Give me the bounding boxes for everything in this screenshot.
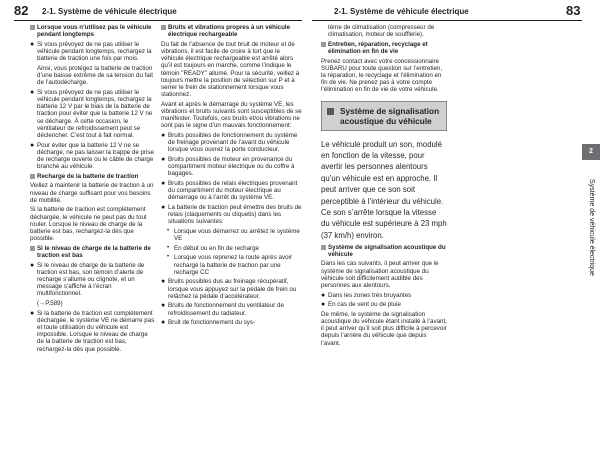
paragraph: Prenez contact avec votre concessionnaire SUBARU pour toute question sur l’entretien, la réparation, le recyclage et l’élimination en fin de vie. Ne prenez pas à votre compte l’élimination en fin de vie de votre véhicule. <box>321 57 443 94</box>
sub-bullet-item <box>161 254 302 276</box>
subheading-text: Entretien, réparation, recyclage et élimination en fin de vie <box>328 40 428 55</box>
page-reference: (→P.589) <box>37 300 63 308</box>
section-heading-box <box>321 101 447 131</box>
bullet-dot-icon: ● <box>161 302 166 310</box>
chapter-tab-text: Système de véhicule électrique <box>587 178 595 276</box>
bullet-item <box>30 41 155 63</box>
bullet-dot-icon: ● <box>30 40 35 48</box>
bullet-dot-icon: ● <box>30 141 35 149</box>
bullet-text: Si vous prévoyez de ne pas utiliser le véhicule pendant longtemps, rechargez la batterie de traction une fois par mois. <box>37 40 152 63</box>
paragraph: Du fait de l’absence de tout bruit de moteur et de vibrations, il est facile de croire à tort que le véhicule électrique rechargeable est arrêté alors qu’il est toujours en marche, comme l’indique le témoin "READY" allumé. Pour la sécurité, veillez à toujours mettre la position de sélection sur P et à serrer le frein de stationnement lorsque vous stationnez. <box>161 40 300 99</box>
bullet-text: Bruit de fonctionnement du sys- <box>168 319 256 327</box>
sub-bullet-text: En début ou en fin de recharge <box>174 244 259 252</box>
bullet-text: Bruits possibles de fonctionnement du système de freinage provenant de l’avant du véhicule lorsque vous ouvrez la porte conducteur. <box>168 132 298 154</box>
bullet-circle-icon: • <box>167 254 170 261</box>
paragraph: Veillez à maintenir la batterie de traction à un niveau de charge suffisant pour vos besoins de mobilité. <box>30 182 154 204</box>
bullet-item <box>321 301 447 308</box>
bullet-circle-icon: • <box>167 228 170 235</box>
subheading <box>30 24 155 38</box>
subheading-text: Recharge de la batterie de traction <box>37 172 139 180</box>
intro-paragraph: Le véhicule produit un son, modulé en fonction de la vitesse, pour avertir les personnes alentours qu’un véhicule est en approche. Il peut arriver que ce son soit perceptible à l’intérieur du véhicule. Ce son s’arrête lorsque la vitesse du véhicule est supérieure à 23 mph (37 km/h) environ. <box>321 139 447 240</box>
bullet-item <box>161 156 302 178</box>
header-rule-left <box>14 20 302 21</box>
bullet-text: Bruits possibles de relais électriques provenant du compartiment du moteur électrique au démarrage ou à l’arrêt du système VE. <box>168 180 298 202</box>
paragraph: De même, le système de signalisation acoustique du véhicule étant installé à l’avant, il peut arriver qu’il soit plus difficile à percevoir depuis l’arrière du véhicule que depuis l’avant. <box>321 310 447 347</box>
bullet-dot-icon: ● <box>321 301 326 309</box>
heading-marker-icon <box>327 108 334 115</box>
bullet-dot-icon: ● <box>30 88 35 96</box>
subheading <box>161 24 302 38</box>
subheading <box>30 245 155 259</box>
bullet-text: Si le niveau de charge de la batterie de traction est bas, son témoin d’alerte de recharge s’allume ou clignote, et un message s’affiche à l’écran multifonctionnel. <box>37 261 145 298</box>
paragraph: Avant et après le démarrage du système VE, les vibrations et bruits suivants sont susceptibles de se manifester. Toutefois, ces bruits et/ou vibrations ne sont pas le signe d’un mauvais fonctionnement: <box>161 100 302 130</box>
bullet-item <box>30 142 155 171</box>
gray-square-icon <box>30 25 35 30</box>
gray-square-icon <box>30 246 35 251</box>
subheading-text: Système de signalisation acoustique du véhicule <box>328 243 446 258</box>
bullet-text: Si vous prévoyez de ne pas utiliser le véhicule pendant longtemps, rechargez la batterie 12 V par le biais de la batterie de traction pour éviter que la batterie 12 V ne se décharge. À cette occasion, le ventilateur de refroidissement peut se déclencher. C’est tout à fait normal. <box>37 88 153 140</box>
bullet-text: Bruits possibles dus au freinage récupératif, lorsque vous appuyez sur la pédale de frein ou relâchez la pédale d’accélérateur. <box>168 278 297 300</box>
subheading <box>30 173 155 180</box>
bullet-text: La batterie de traction peut émettre des bruits de relais (claquements ou cliquetis) dans les situations suivantes: <box>168 204 302 226</box>
bullet-item <box>161 278 302 300</box>
bullet-dot-icon: ● <box>321 291 326 299</box>
bullet-dot-icon: ● <box>161 204 166 212</box>
bullet-item <box>161 302 302 316</box>
sub-bullet-text: Lorsque vous reprenez la route après avoir rechargé la batterie de traction par une recharge CC <box>174 254 292 276</box>
subheading <box>321 244 447 258</box>
bullet-dot-icon: ● <box>161 278 166 286</box>
page-number-right: 83 <box>566 3 581 18</box>
gray-square-icon <box>30 174 35 179</box>
bullet-dot-icon: ● <box>161 156 166 164</box>
column-2 <box>161 24 302 329</box>
bullet-item <box>161 132 302 154</box>
bullet-text: Si la batterie de traction est complètement déchargée, le système VE ne démarre pas et toute utilisation du véhicule est impossible. Lorsque le niveau de charge de la batterie de traction est bas, rechargez-la dès que possible. <box>37 309 155 353</box>
bullet-item <box>161 204 302 226</box>
column-1 <box>30 24 155 355</box>
chapter-tab-number: 2 <box>582 144 600 160</box>
column-3 <box>321 24 447 349</box>
gray-square-icon <box>321 42 326 47</box>
bullet-text: Bruits possibles de moteur en provenance du compartiment moteur électrique ou du coffre à bagages. <box>168 156 295 178</box>
bullet-dot-icon: ● <box>161 180 166 188</box>
sub-bullet-text: Lorsque vous démarrez ou arrêtez le système VE <box>174 228 300 243</box>
bullet-item <box>321 292 447 299</box>
chapter-tab-label <box>583 163 599 291</box>
section-heading-text: Système de signalisation acoustique du véhicule <box>340 105 440 126</box>
bullet-item <box>30 310 155 353</box>
section-title-right: 2-1. Système de véhicule électrique <box>334 7 469 16</box>
paragraph: Dans les cas suivants, il peut arriver que le système de signalisation acoustique du véhicule soit difficilement audible des personnes aux alentours. <box>321 260 439 290</box>
bullet-text: Dans les zones très bruyantes <box>328 291 412 299</box>
bullet-text: Bruits de fonctionnement du ventilateur de refroidissement du radiateur. <box>168 302 284 317</box>
bullet-text: Pour éviter que la batterie 12 V ne se décharge, ne pas laisser la trappe de prise de recharge ouverte ou le câble de charge branché au véhicule. <box>37 141 154 171</box>
subheading-text: Bruits et vibrations propres à un véhicule électrique rechargeable <box>168 24 291 39</box>
header-rule-right <box>312 20 582 21</box>
section-title-left: 2-1. Système de véhicule électrique <box>42 7 177 16</box>
bullet-item <box>30 262 155 298</box>
sub-bullet-item <box>161 228 302 242</box>
subheading-text: Lorsque vous n’utilisez pas le véhicule pendant longtemps <box>37 24 152 39</box>
bullet-item <box>161 180 302 202</box>
bullet-dot-icon: ● <box>30 309 35 317</box>
bullet-text: En cas de vent ou de pluie <box>328 301 401 309</box>
paragraph: tème de climatisation (compresseur de climatisation, moteur de soufflerie). <box>328 24 435 39</box>
paragraph: Si la batterie de traction est complètement déchargée, le véhicule ne peut pas du tout rouler. Lorsque le niveau de charge de la batterie est bas, rechargez-la dès que possible. <box>30 206 147 243</box>
sub-bullet-item <box>161 245 302 252</box>
subheading-text: Si le niveau de charge de la batterie de traction est bas <box>37 244 151 260</box>
page-number-left: 82 <box>14 3 29 18</box>
bullet-dot-icon: ● <box>161 132 166 140</box>
gray-square-icon <box>161 25 166 30</box>
bullet-dot-icon: ● <box>30 261 35 269</box>
bullet-item <box>30 89 155 139</box>
subheading <box>321 41 447 55</box>
bullet-dot-icon: ● <box>161 319 166 327</box>
gray-square-icon <box>321 245 326 250</box>
bullet-circle-icon: • <box>167 244 170 251</box>
paragraph: Ainsi, vous protégez la batterie de traction d’une baisse extrême de sa tension du fait de l’autodécharge. <box>37 64 153 87</box>
bullet-item <box>161 319 302 326</box>
